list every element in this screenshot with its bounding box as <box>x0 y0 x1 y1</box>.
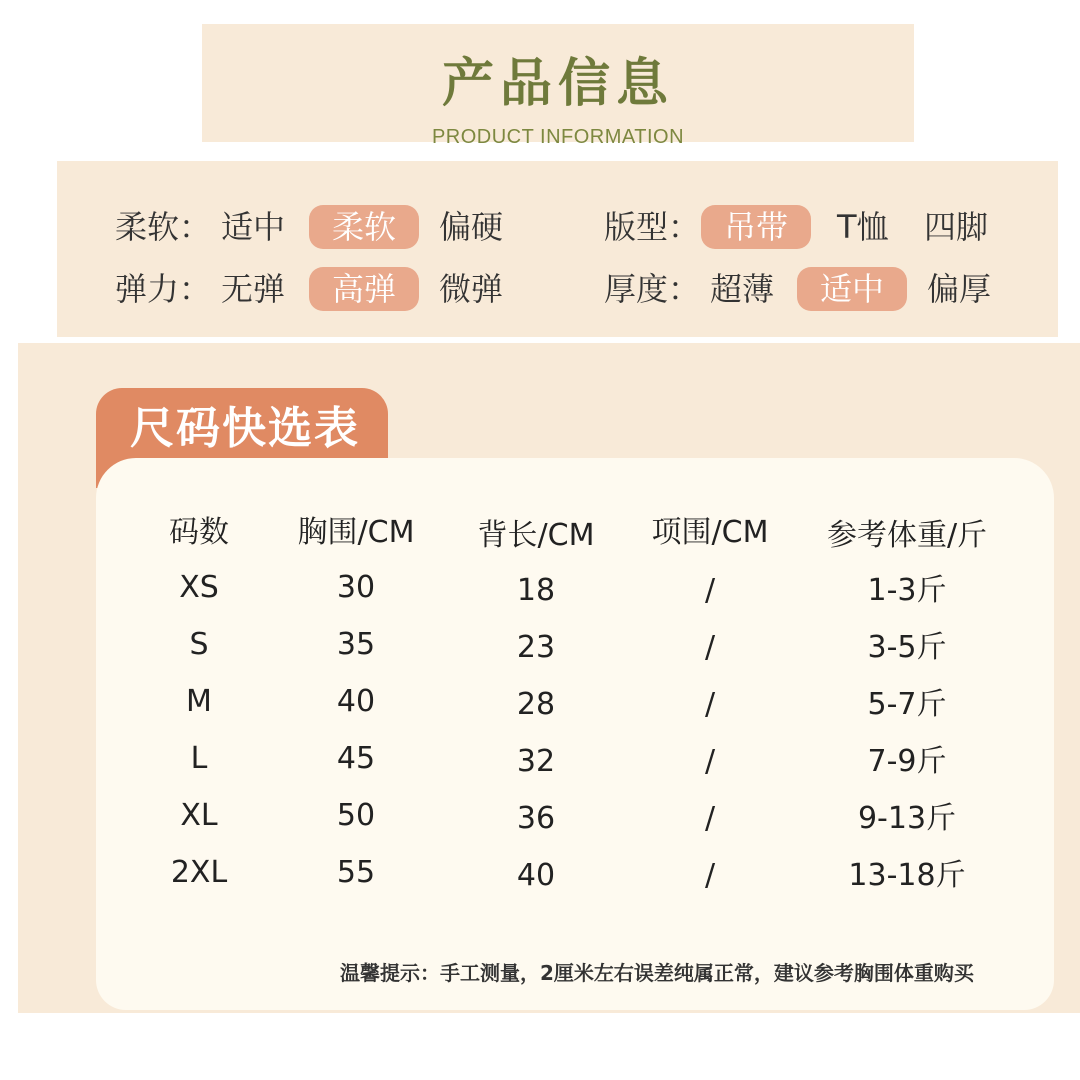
table-cell: XS <box>179 570 219 605</box>
table-cell: 9-13斤 <box>857 801 957 836</box>
elasticity-option-none[interactable]: 无弹 <box>221 270 286 308</box>
softness-option-hard[interactable]: 偏硬 <box>439 208 504 246</box>
table-cell: 1-3斤 <box>867 573 947 608</box>
table-cell: 50 <box>336 798 376 833</box>
column-header-weight: 参考体重/斤 <box>826 518 988 553</box>
thickness-option-thin[interactable]: 超薄 <box>710 270 775 308</box>
style-option-strap-selected[interactable]: 吊带 <box>701 205 811 249</box>
column-header-chest: 胸围/CM <box>297 515 415 550</box>
table-cell: / <box>704 687 716 722</box>
table-cell: 35 <box>336 627 376 662</box>
softness-option-medium[interactable]: 适中 <box>221 208 286 246</box>
table-cell: 23 <box>516 630 556 665</box>
elasticity-label: 弹力： <box>115 270 212 308</box>
table-cell: L <box>190 741 208 776</box>
thickness-option-thick[interactable]: 偏厚 <box>927 270 992 308</box>
table-cell: M <box>186 684 212 719</box>
header-banner <box>202 24 914 148</box>
table-cell: 2XL <box>170 855 228 890</box>
style-option-fourleg[interactable]: 四脚 <box>924 208 989 246</box>
thickness-label: 厚度： <box>604 270 701 308</box>
table-cell: 45 <box>336 741 376 776</box>
size-table-title: 尺码快选表 <box>130 403 360 454</box>
table-cell: 28 <box>516 687 556 722</box>
table-cell: / <box>704 573 716 608</box>
table-cell: 40 <box>336 684 376 719</box>
attribute-panel <box>57 161 1058 337</box>
softness-option-soft-selected[interactable]: 柔软 <box>309 205 419 249</box>
table-cell: 3-5斤 <box>867 630 947 665</box>
column-header-back-length: 背长/CM <box>477 518 595 553</box>
table-cell: 5-7斤 <box>867 687 947 722</box>
table-cell: 13-18斤 <box>848 858 966 893</box>
softness-label: 柔软： <box>115 208 212 246</box>
table-cell: 7-9斤 <box>867 744 947 779</box>
style-option-tshirt[interactable]: T恤 <box>837 208 889 246</box>
table-cell: / <box>704 801 716 836</box>
table-cell: / <box>704 744 716 779</box>
table-cell: 36 <box>516 801 556 836</box>
page-title: 产品信息 <box>441 54 674 114</box>
table-cell: 55 <box>336 855 376 890</box>
style-label: 版型： <box>604 208 701 246</box>
table-cell: / <box>704 630 716 665</box>
thickness-option-medium-selected[interactable]: 适中 <box>797 267 907 311</box>
elasticity-option-slight[interactable]: 微弹 <box>439 270 504 308</box>
column-header-size: 码数 <box>169 515 229 550</box>
table-cell: 30 <box>336 570 376 605</box>
table-cell: 40 <box>516 858 556 893</box>
elasticity-option-high-selected[interactable]: 高弹 <box>309 267 419 311</box>
table-cell: 18 <box>516 573 556 608</box>
measurement-note: 温馨提示：手工测量，2厘米左右误差纯属正常，建议参考胸围体重购买 <box>340 961 974 985</box>
page-subtitle: PRODUCT INFORMATION <box>431 126 685 148</box>
table-cell: 32 <box>516 744 556 779</box>
table-cell: XL <box>180 798 218 833</box>
table-cell: S <box>189 627 209 662</box>
column-header-neck: 项围/CM <box>651 515 769 550</box>
table-cell: / <box>704 858 716 893</box>
